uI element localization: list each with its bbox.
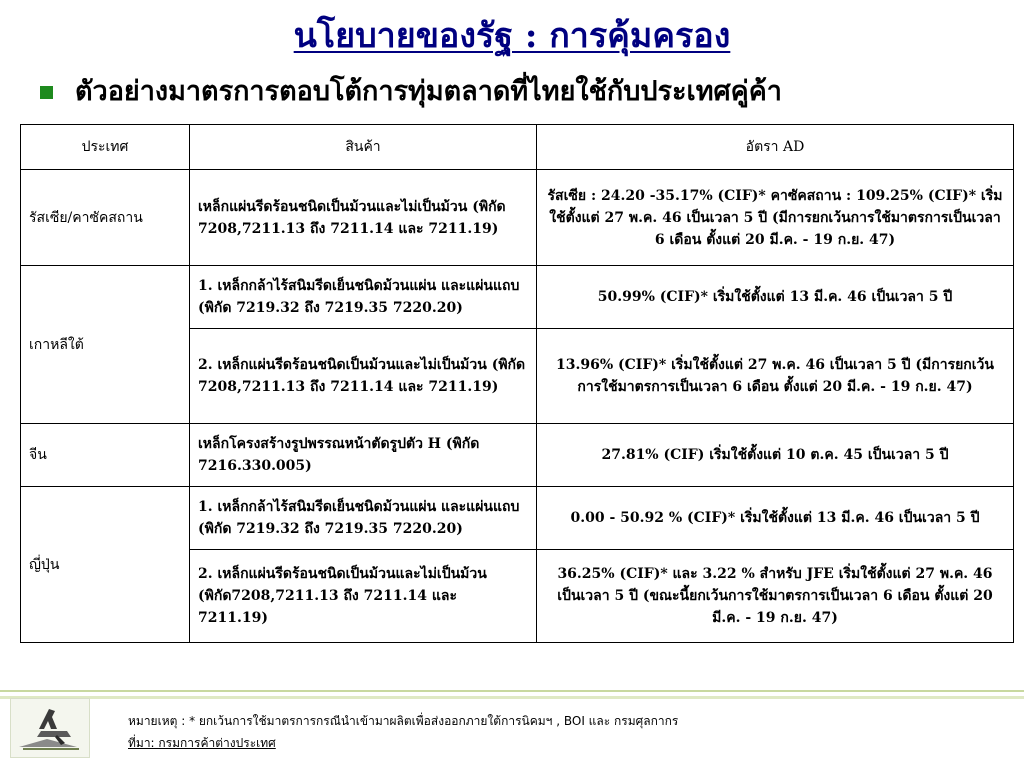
rate-cell: รัสเซีย : 24.20 -35.17% (CIF)* คาซัคสถาน : 109.25% (CIF)* เริ่มใช้ตั้งแต่ 27 พ.ค. 46 เป็นเวลา 5 ปี (มีการยกเว้นการใช้มาตรการเป็นเวลา 6 เดือน ตั้งแต่ 20 มี.ค. - 19 ก.ย. 47) <box>537 170 1014 266</box>
rate-cell: 50.99% (CIF)* เริ่มใช้ตั้งแต่ 13 มี.ค. 46 เป็นเวลา 5 ปี <box>537 266 1014 329</box>
country-cell: จีน <box>21 424 190 487</box>
product-cell: 2. เหล็กแผ่นรีดร้อนชนิดเป็นม้วนและไม่เป็นม้วน (พิกัด 7208,7211.13 ถึง 7211.14 และ 7211.19) <box>190 329 537 424</box>
rate-cell: 13.96% (CIF)* เริ่มใช้ตั้งแต่ 27 พ.ค. 46 เป็นเวลา 5 ปี (มีการยกเว้นการใช้มาตรการเป็นเวลา 6 เดือน ตั้งแต่ 20 มี.ค. - 19 ก.ย. 47) <box>537 329 1014 424</box>
product-cell: 1. เหล็กกล้าไร้สนิมรีดเย็นชนิดม้วนแผ่น และแผ่นแถบ (พิกัด 7219.32 ถึง 7219.35 7220.20) <box>190 266 537 329</box>
product-cell: 1. เหล็กกล้าไร้สนิมรีดเย็นชนิดม้วนแผ่น และแผ่นแถบ (พิกัด 7219.32 ถึง 7219.35 7220.20) <box>190 487 537 550</box>
product-cell: 2. เหล็กแผ่นรีดร้อนชนิดเป็นม้วนและไม่เป็นม้วน (พิกัด7208,7211.13 ถึง 7211.14 และ 7211.19) <box>190 550 537 643</box>
rate-cell: 36.25% (CIF)* และ 3.22 % สำหรับ JFE เริ่มใช้ตั้งแต่ 27 พ.ค. 46 เป็นเวลา 5 ปี (ขณะนี้ยกเว้นการใช้มาตรการเป็นเวลา 6 เดือน ตั้งแต่ 20 มี.ค. - 19 ก.ย. 47) <box>537 550 1014 643</box>
table-row-korea-1 <box>21 266 1014 329</box>
subtitle: ตัวอย่างมาตรการตอบโต้การทุ่มตลาดที่ไทยใช้กับประเทศคู่ค้า <box>75 76 782 107</box>
table-row-russia <box>21 170 1014 266</box>
page-title: นโยบายของรัฐ : การคุ้มครอง <box>293 16 731 56</box>
product-cell: เหล็กโครงสร้างรูปพรรณหน้าตัดรูปตัว H (พิกัด 7216.330.005) <box>190 424 537 487</box>
country-cell: เกาหลีใต้ <box>21 266 190 424</box>
footnotes <box>128 710 678 754</box>
country-cell: รัสเซีย/คาซัคสถาน <box>21 170 190 266</box>
product-cell: เหล็กแผ่นรีดร้อนชนิดเป็นม้วนและไม่เป็นม้วน (พิกัด 7208,7211.13 ถึง 7211.14 และ 7211.19) <box>190 170 537 266</box>
header-product: สินค้า <box>190 125 537 170</box>
subtitle-row <box>40 72 782 112</box>
anti-dumping-table <box>20 124 1014 643</box>
table-row-china <box>21 424 1014 487</box>
table-header-row <box>21 125 1014 170</box>
header-rate: อัตรา AD <box>537 125 1014 170</box>
header-country: ประเทศ <box>21 125 190 170</box>
country-cell: ญี่ปุ่น <box>21 487 190 643</box>
rate-cell: 27.81% (CIF) เริ่มใช้ตั้งแต่ 10 ต.ค. 45 เป็นเวลา 5 ปี <box>537 424 1014 487</box>
footnote-source: ที่มา: กรมการค้าต่างประเทศ <box>128 736 276 750</box>
ministry-logo-icon <box>10 698 90 758</box>
square-bullet-icon <box>40 86 53 99</box>
table-row-japan-1 <box>21 487 1014 550</box>
rate-cell: 0.00 - 50.92 % (CIF)* เริ่มใช้ตั้งแต่ 13 มี.ค. 46 เป็นเวลา 5 ปี <box>537 487 1014 550</box>
footnote-remark: หมายเหตุ : * ยกเว้นการใช้มาตรการกรณีนำเข้ามาผลิตเพื่อส่งออกภายใต้การนิคมฯ , BOI และ กรมศุลกากร <box>128 714 679 728</box>
